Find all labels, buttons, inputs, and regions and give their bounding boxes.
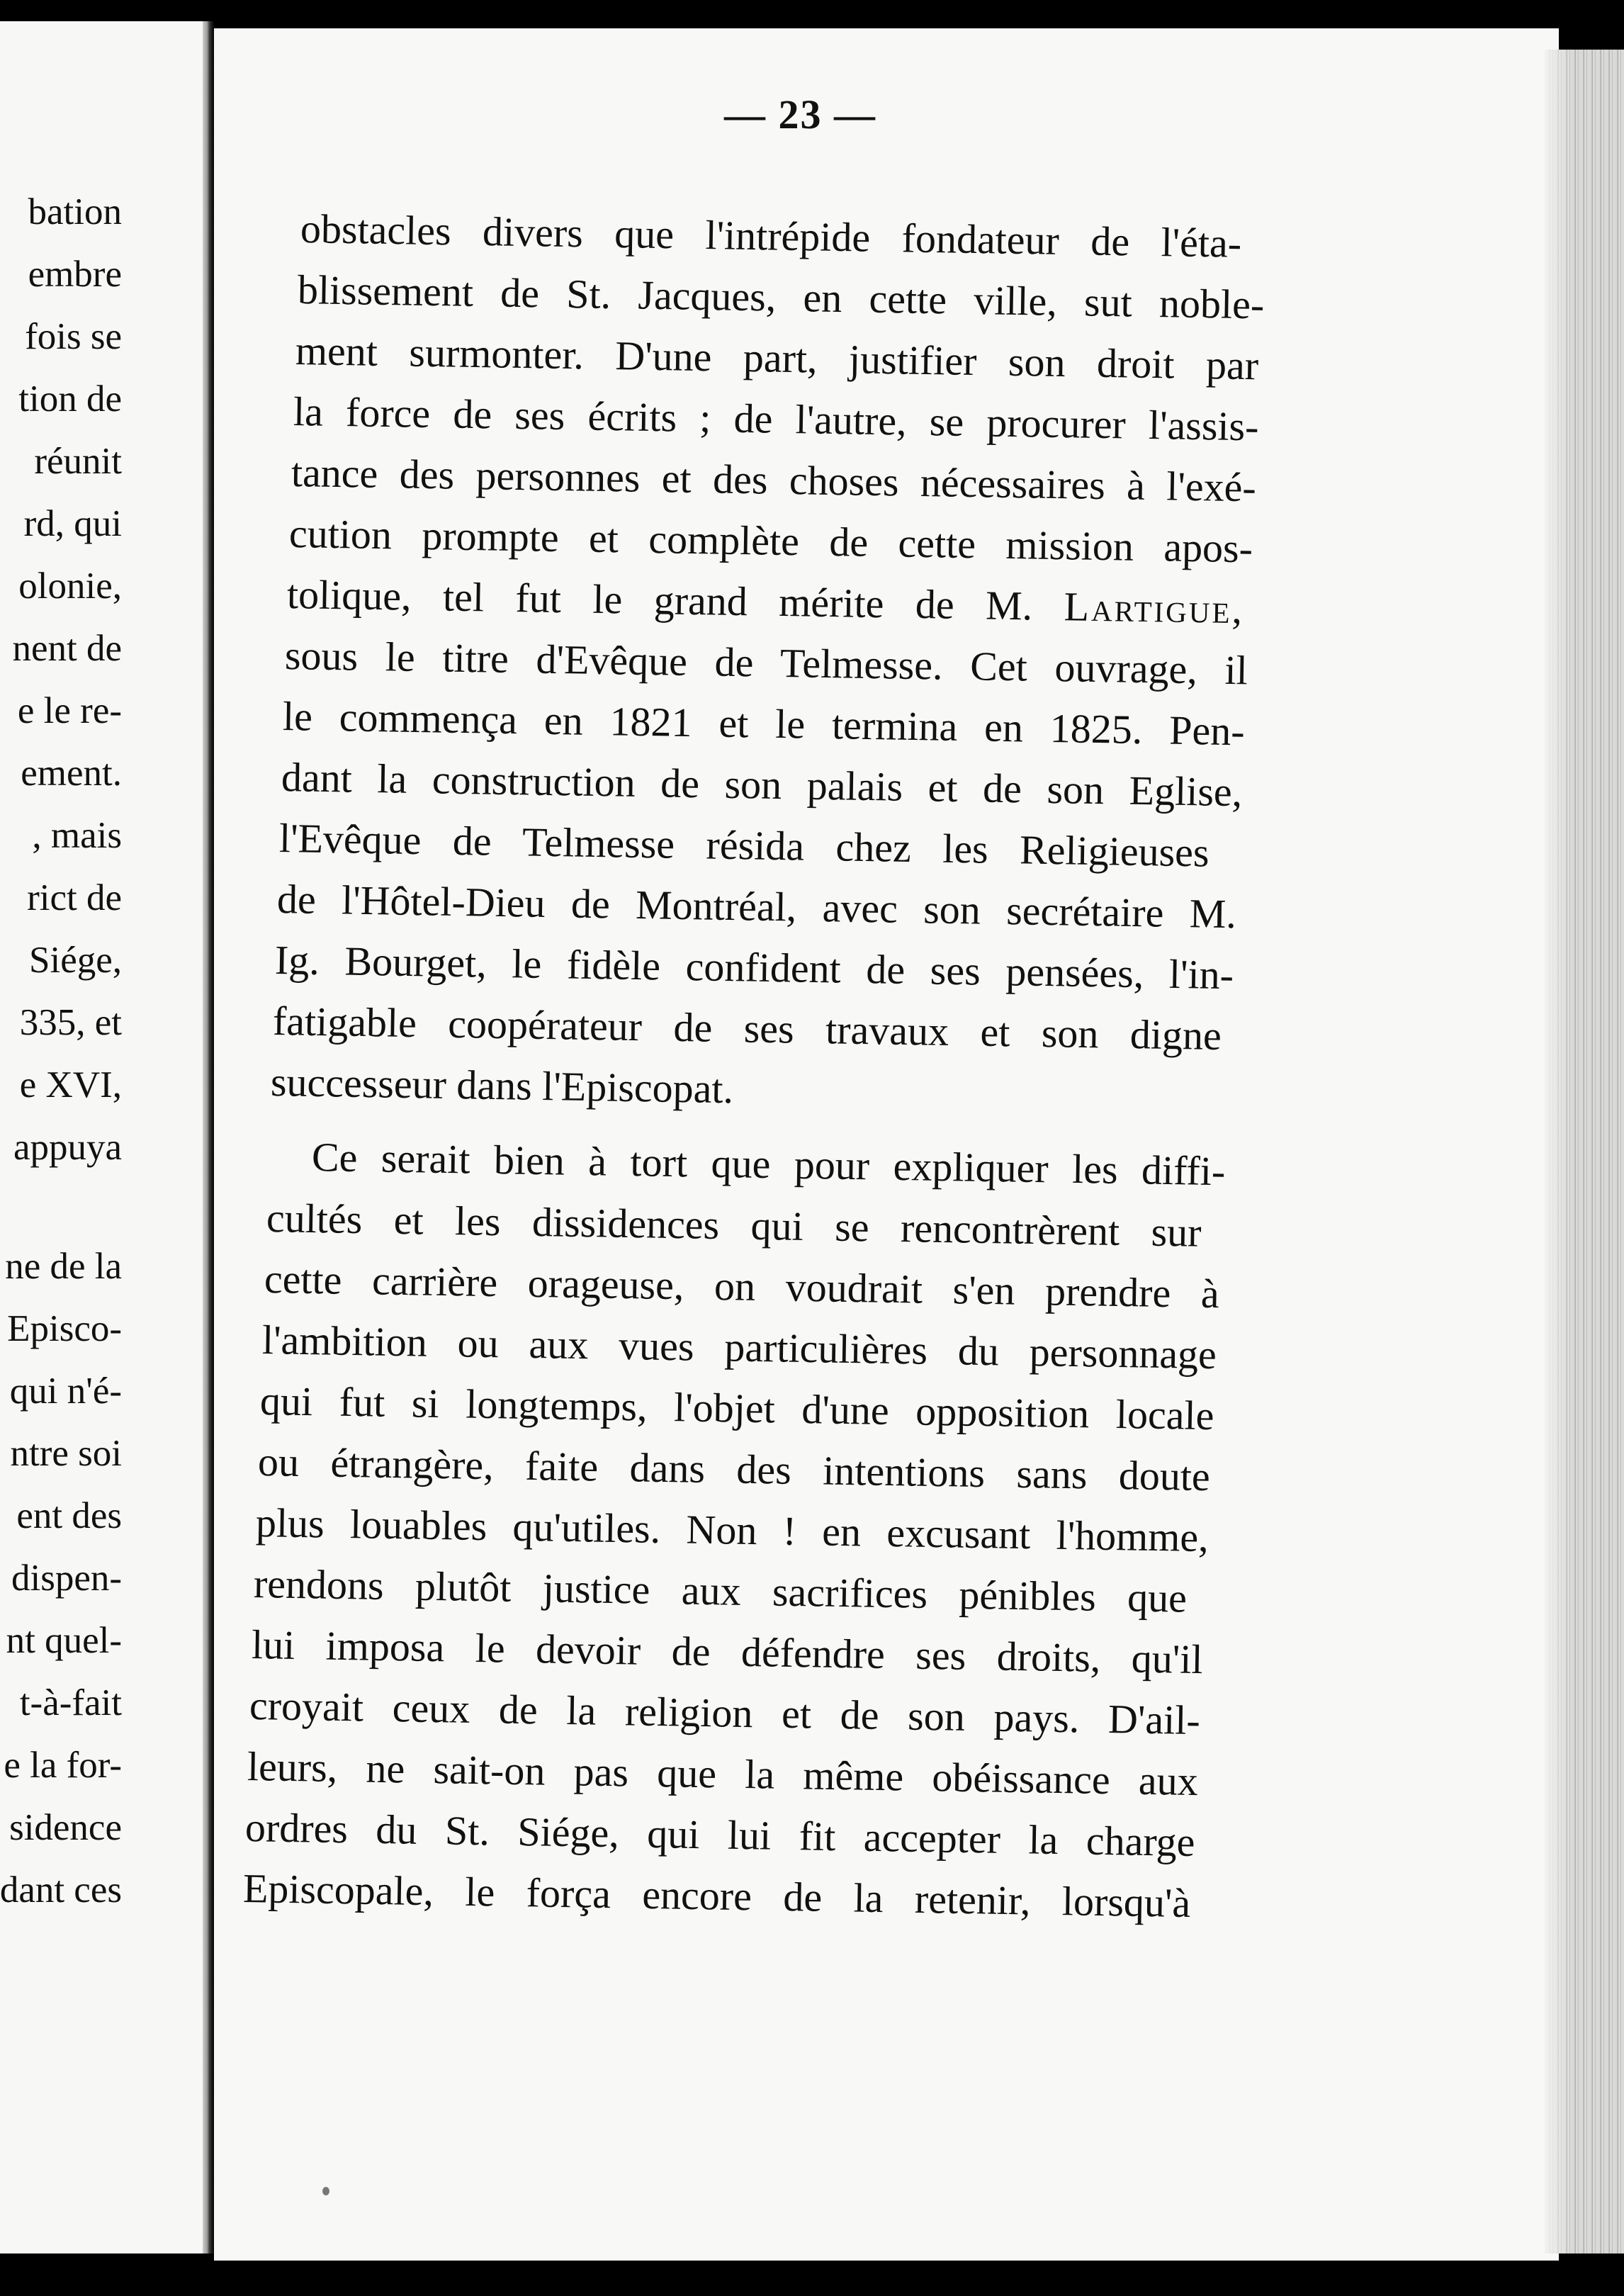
ink-speck <box>322 2187 329 2195</box>
body-text-segment: tolique, tel fut le grand mérite de M. <box>286 571 1065 630</box>
body-text-line: cette carrière orageuse, on voudrait s'en prendre à <box>264 1256 1220 1317</box>
left-page-line: e XVI, <box>19 1064 122 1105</box>
left-page-line: nt quel- <box>6 1620 122 1661</box>
left-page-line: ement. <box>21 753 122 794</box>
left-page-line: ne de la <box>5 1246 122 1287</box>
body-text-line: cultés et les dissidences qui se rencontrèrent sur <box>266 1195 1202 1256</box>
left-page-line: , mais <box>32 815 122 856</box>
left-page-line: nent de <box>12 628 122 669</box>
page-edges <box>1545 50 1624 2253</box>
body-text-line: obstacles divers que l'intrépide fondateur de l'éta- <box>300 206 1242 266</box>
left-page-line: appuya <box>13 1127 122 1168</box>
page-number: — 23 — <box>724 91 876 137</box>
body-text-line: croyait ceux de la religion et de son pays. D'ail- <box>249 1682 1201 1744</box>
left-page-line: Episco- <box>7 1308 122 1349</box>
body-text-line: plus louables qu'utiles. Non ! en excusant l'homme, <box>255 1499 1209 1561</box>
left-page-line: dispen- <box>11 1558 122 1599</box>
body-text-line: ou étrangère, faite dans des intentions sans doute <box>257 1439 1211 1500</box>
left-page-line: ntre soi <box>10 1433 122 1474</box>
body-text-line: le commença en 1821 et le termina en 1825. Pen- <box>282 693 1246 755</box>
left-page-line: dant ces <box>0 1869 122 1910</box>
left-page-line: qui n'é- <box>9 1371 122 1412</box>
body-text-line: de l'Hôtel-Dieu de Montréal, avec son secrétaire M. <box>276 876 1237 938</box>
left-page-line: embre <box>28 254 122 295</box>
left-page-line: 335, et <box>19 1002 122 1043</box>
author-name: Lartigue, <box>1064 583 1245 633</box>
body-text-line: fatigable coopérateur de ses travaux et son digne <box>272 998 1222 1059</box>
left-page-line: fois se <box>25 316 122 357</box>
body-text-line: sous le titre d'Evêque de Telmesse. Cet ouvrage, il <box>284 632 1248 694</box>
body-text-line: leurs, ne sait-on pas que la même obéissance aux <box>247 1743 1199 1805</box>
body-text-line: rendons plutôt justice aux sacrifices pénibles que <box>253 1560 1188 1621</box>
body-text-line: successeur dans l'Episcopat. <box>270 1059 734 1113</box>
left-page-line: t-à-fait <box>19 1682 122 1723</box>
left-page-line: e le re- <box>17 690 122 731</box>
body-text-line: ordres du St. Siége, qui lui fit accepter la charge <box>244 1804 1195 1866</box>
body-text-line: Ig. Bourget, le fidèle confident de ses pensées, l'in- <box>274 937 1234 998</box>
body-text-line: la force de ses écrits ; de l'autre, se procurer l'assis- <box>293 388 1259 450</box>
body-text-line: Episcopale, le força encore de la retenir, lorsqu'à <box>242 1865 1191 1927</box>
left-page-line: bation <box>28 191 122 232</box>
left-page-line: olonie, <box>18 565 122 607</box>
left-page-fragment <box>0 21 203 2253</box>
body-text-line: l'ambition ou aux vues particulières du personnage <box>261 1317 1217 1378</box>
body-text-line: blissement de St. Jacques, en cette ville, sut noble- <box>297 266 1265 328</box>
left-page-line: Siége, <box>29 940 122 981</box>
left-page-line: rict de <box>27 877 122 918</box>
body-text-line: qui fut si longtemps, l'objet d'une opposition locale <box>259 1378 1214 1439</box>
left-page-line: ent des <box>16 1495 122 1536</box>
left-page-line: réunit <box>34 441 122 482</box>
book-gutter <box>203 21 214 2253</box>
body-text-line: dant la construction de son palais et de son Eglise, <box>281 754 1243 816</box>
left-page-line: tion de <box>18 378 122 420</box>
body-text-line: Ce serait bien à tort que pour expliquer les diffi- <box>311 1134 1226 1195</box>
left-page-line: rd, qui <box>23 503 122 544</box>
left-page-line: e la for- <box>4 1745 122 1786</box>
body-text-line: cution prompte et complète de cette mission apos- <box>288 510 1253 572</box>
body-text-line: l'Evêque de Telmesse résida chez les Religieuses <box>278 815 1210 876</box>
left-page-line: sidence <box>9 1807 122 1848</box>
body-text-line: lui imposa le devoir de défendre ses droits, qu'il <box>251 1621 1204 1683</box>
body-text-line: tance des personnes et des choses nécessaires à l'exé- <box>291 449 1257 511</box>
body-text-line: ment surmonter. D'une part, justifier son droit par <box>295 327 1259 389</box>
